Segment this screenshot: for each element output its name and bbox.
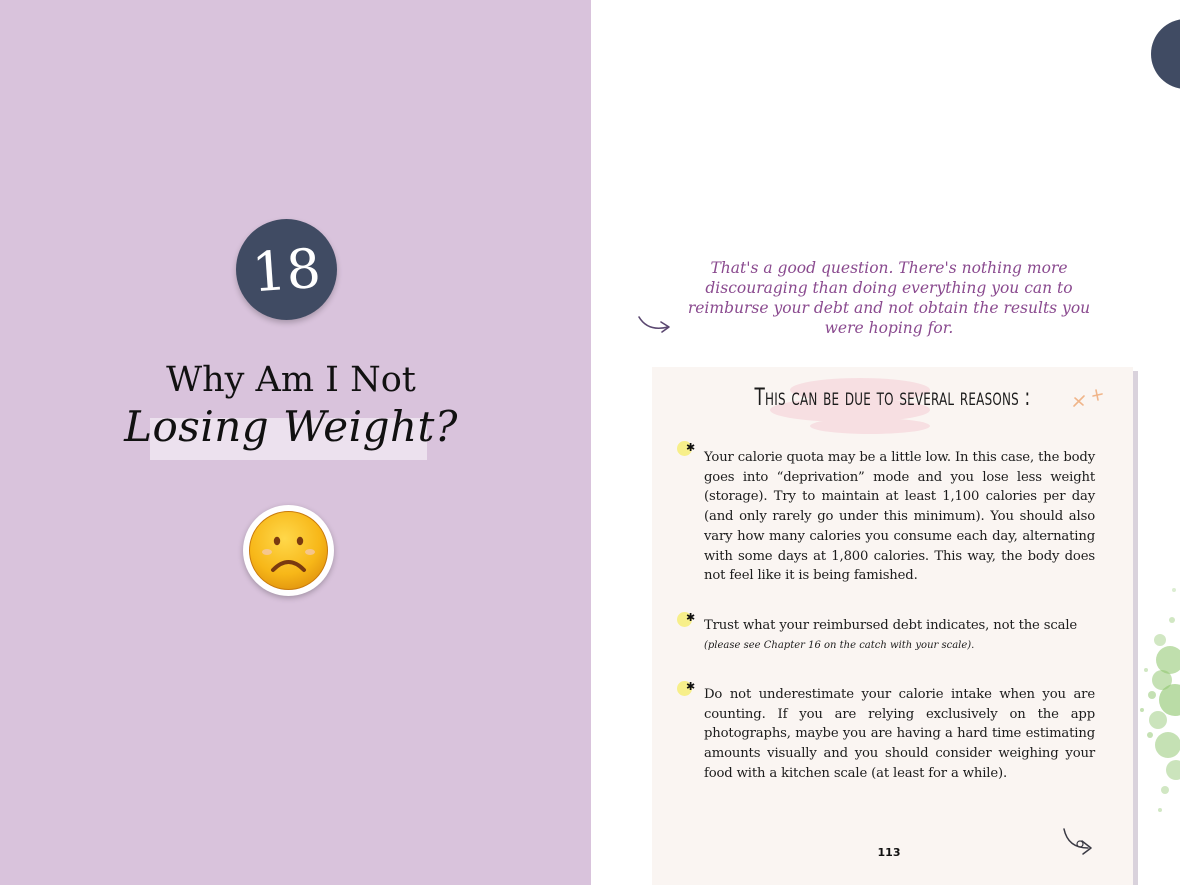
chapter-badge: [236, 219, 337, 320]
chapter-number: 18: [249, 236, 323, 304]
reason-2-text: Trust what your reimbursed debt indicates, not the scale: [704, 618, 1078, 633]
chapter-title-line2: Losing Weight?: [124, 402, 458, 451]
reason-2-note: (please see Chapter 16 on the catch with your scale).: [704, 640, 975, 651]
page-number: 113: [877, 846, 901, 859]
reason-3-text: Do not underestimate your calorie intake when you are counting. If you are relying exclusively on the app photographs, maybe you are having a hard time estimating amounts visually and you should consider weighing your food with a kitchen scale (at least for a while).: [704, 687, 1095, 781]
chapter-title-line1: Why Am I Not: [166, 360, 416, 400]
card-heading: This can be due to several reasons :: [754, 383, 1031, 411]
bullet-star-icon: ✱: [686, 441, 696, 454]
sparkle-icon: [1070, 386, 1110, 412]
bullet-star-icon: ✱: [686, 680, 696, 693]
curved-arrow-icon: [636, 312, 676, 336]
reason-1-text: Your calorie quota may be a little low. In this case, the body goes into “deprivation” mode and you lose less weight (storage). Try to maintain at least 1,100 calories per day (and only rarely go under this minimum). You should also vary how many calories you consume each day, alternating with some days at 1,800 calories. This way, the body does not feel like it is being famished.: [704, 450, 1095, 584]
curved-arrow-icon: [1060, 826, 1100, 858]
bullet-star-icon: ✱: [686, 611, 696, 624]
sad-face-icon: [243, 505, 334, 596]
intro-quote: That's a good question. There's nothing more discouraging than doing everything you can to reimburse your debt and not obtain the results you were hoping for.: [687, 259, 1091, 337]
